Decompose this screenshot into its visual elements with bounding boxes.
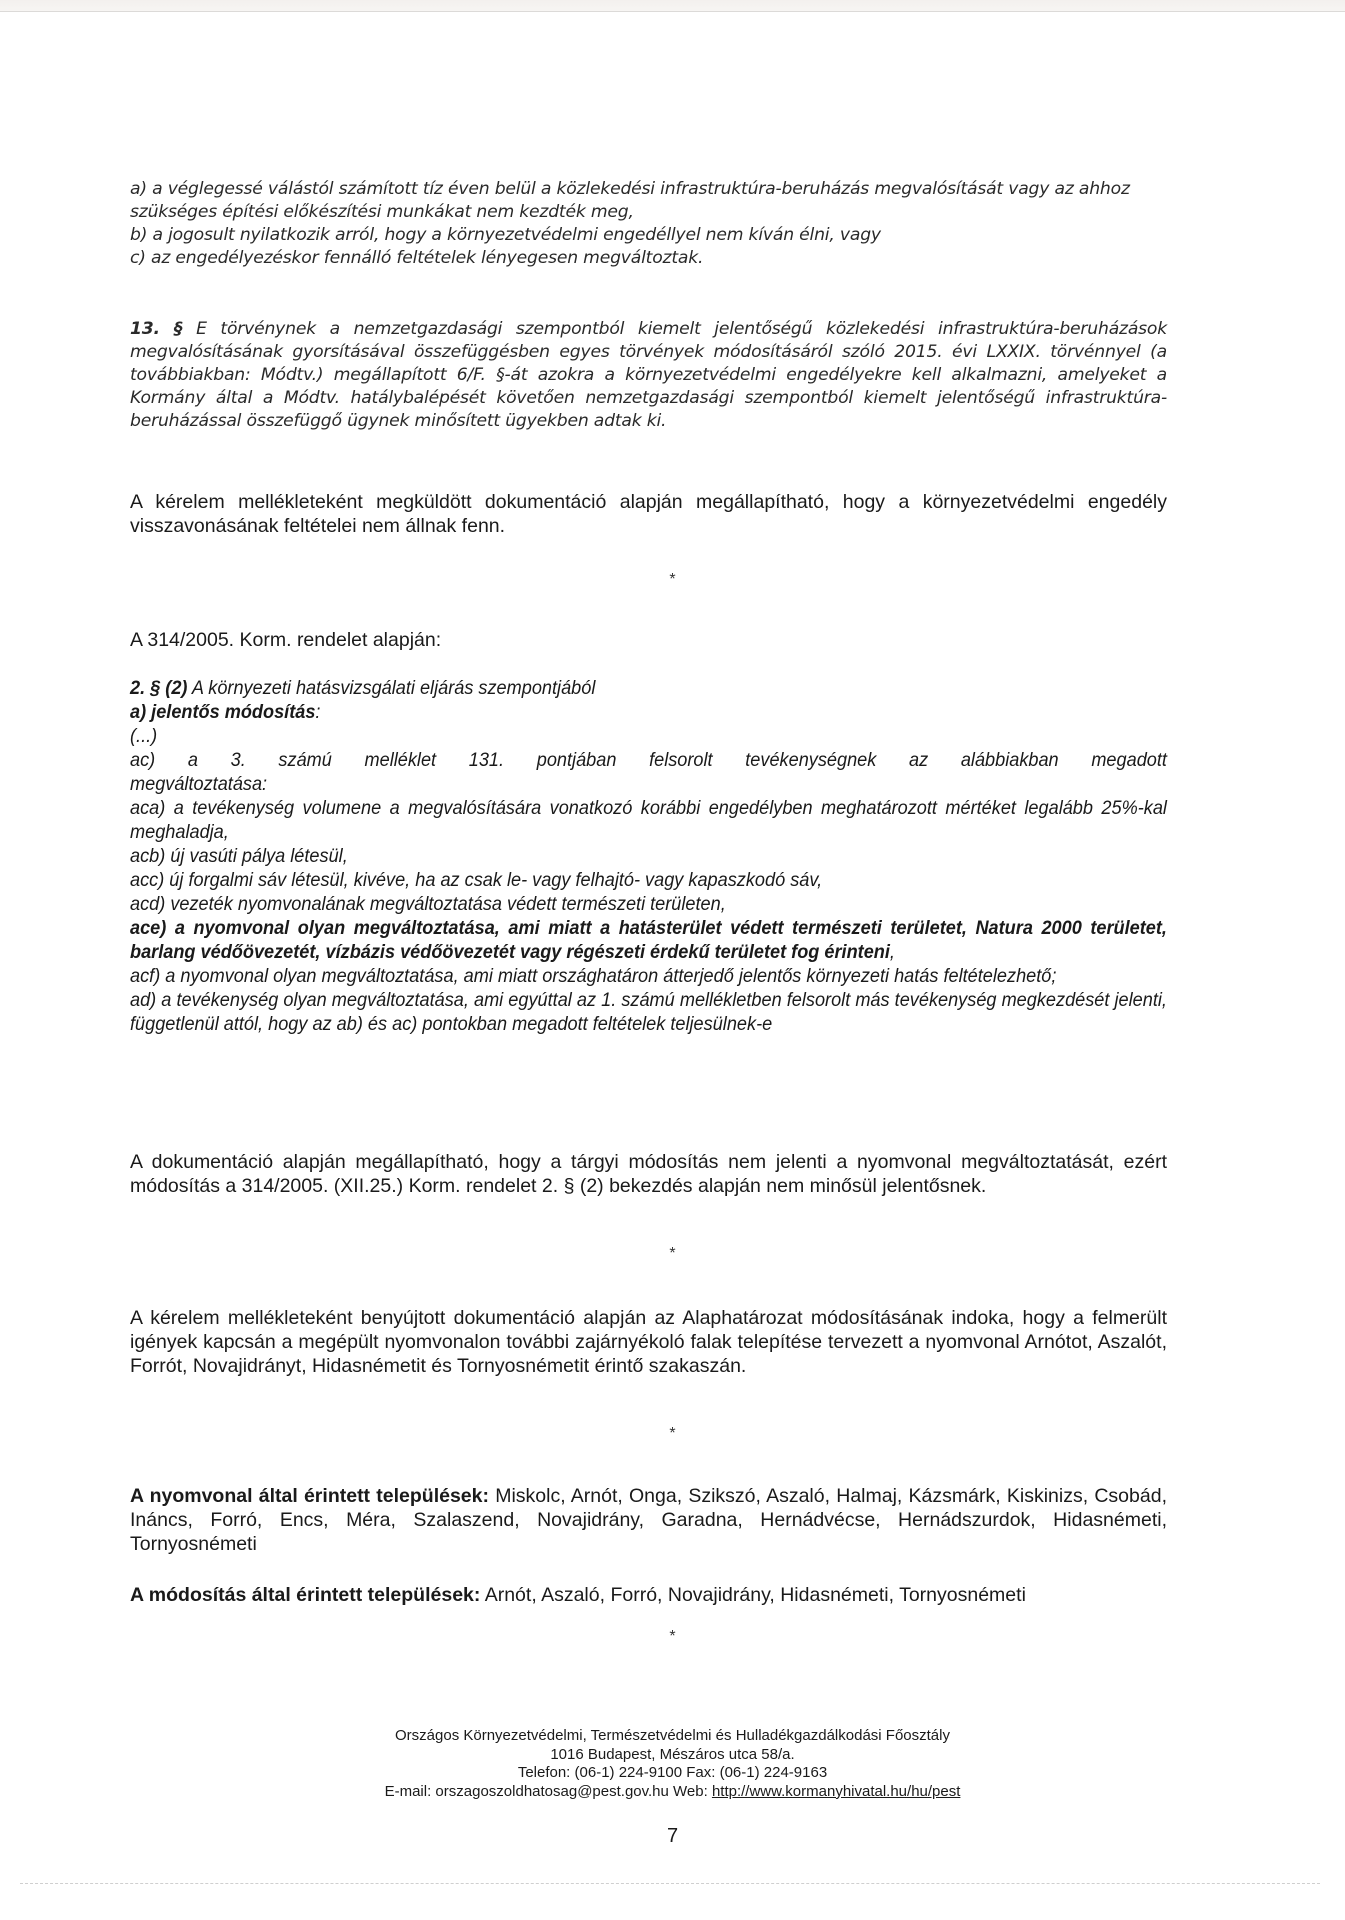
decree-acf: acf) a nyomvonal olyan megváltoztatása, ami miatt országhatáron átterjedő jelentős környezeti hatás feltételezhető;	[130, 965, 1057, 987]
separator-star: *	[669, 1425, 676, 1442]
decree-heading: 2. § (2) A környezeti hatásvizsgálati eljárás szempontjából	[130, 677, 596, 699]
separator-star: *	[669, 1245, 676, 1262]
separator-star: *	[669, 571, 676, 588]
modified-settlements-list: Arnót, Aszaló, Forró, Novajidrány, Hidasnémeti, Tornyosnémeti	[480, 1584, 1026, 1606]
decree-section	[130, 676, 1167, 1036]
decree-acc: acc) új forgalmi sáv létesül, kivéve, ha az csak le- vagy felhajtó- vagy kapaszkodó sáv,	[130, 869, 823, 891]
modified-settlements-label: A módosítás által érintett települések:	[130, 1584, 481, 1606]
condition-a: a) a véglegessé válástól számított tíz éven belül a közlekedési infrastruktúra-beruházás megvalósítását vagy az ahhoz szükséges építési előkészítési munkákat nem kezdték meg,	[130, 179, 1130, 222]
page-number: 7	[666, 1825, 679, 1847]
route-settlements-label: A nyomvonal által érintett települések:	[130, 1485, 489, 1507]
page-footer	[0, 1727, 1345, 1801]
section-13-text: E törvénynek a nemzetgazdasági szempontból kiemelt jelentőségű közlekedési infrastruktúra-beruházások megvalósításának gyorsításával összefüggésben egyes törvények módosításáról szóló 2015. évi LXXIX. törvénnyel (a továbbiakban: Módtv.) megállapított 6/F. §-át azokra a környezetvédelmi engedélyekre kell alkalmazni, amelyeket a Kormány által a Módtv. hatálybalépését követően nemzetgazdasági szempontból kiemelt jelentőségű infrastruktúra-beruházással összefüggő ügynek minősített ügyekben adtak ki.	[130, 319, 1167, 431]
footer-organization: Országos Környezetvédelmi, Természetvédelmi és Hulladékgazdálkodási Főosztály	[395, 1727, 950, 1744]
decree-acd: acd) vezeték nyomvonalának megváltoztatása védett természeti területen,	[130, 893, 726, 915]
decree-intro-text: A 314/2005. Korm. rendelet alapján:	[130, 629, 442, 651]
decree-ellipsis: (...)	[130, 725, 158, 747]
footer-address: 1016 Budapest, Mészáros utca 58/a.	[550, 1745, 795, 1763]
separator-star: *	[669, 1628, 676, 1645]
finding-2-text: A dokumentáció alapján megállapítható, hogy a tárgyi módosítás nem jelenti a nyomvonal megváltoztatását, ezért módosítás a 314/2005. (XII.25.) Korm. rendelet 2. § (2) bekezdés alapján nem minősül jelentősnek.	[130, 1151, 1167, 1197]
decree-ad: ad) a tevékenység olyan megváltoztatása, ami egyúttal az 1. számú mellékletben felsorolt más tevékenység megkezdését jelenti, függetlenül attól, hogy az ab) és ac) pontokban megadott feltételek teljesülnek-e	[130, 989, 1167, 1035]
section-13	[130, 318, 1167, 433]
footer-web-link[interactable]: http://www.kormanyhivatal.hu/hu/pest	[711, 1782, 961, 1800]
footer-email: E-mail: orszagoszoldhatosag@pest.gov.hu Web:	[384, 1782, 712, 1800]
decree-ace: ace) a nyomvonal olyan megváltoztatása, ami miatt a hatásterület védett természeti területet, Natura 2000 területet, barlang védőövezetét, vízbázis védőövezetét vagy régészeti érdekű területet fog érinteni,	[130, 917, 1167, 963]
condition-c: c) az engedélyezéskor fennálló feltételek lényegesen megváltoztak.	[130, 248, 704, 268]
modification-reason-text: A kérelem mellékleteként benyújtott dokumentáció alapján az Alaphatározat módosításának indoka, hogy a felmerült igények kapcsán a megépült nyomvonalon további zajárnyékoló falak telepítése tervezett a nyomvonal Arnótot, Aszalót, Forrót, Novajidrányt, Hidasnémetit és Tornyosnémetit érintő szakaszán.	[130, 1307, 1167, 1377]
decree-aca: aca) a tevékenység volumene a megvalósítására vonatkozó korábbi engedélyben meghatározott mértéket legalább 25%-kal meghaladja,	[130, 797, 1167, 843]
finding-2	[130, 1150, 1167, 1198]
scan-edge-bottom	[20, 1883, 1320, 1884]
decree-ac: ac) a 3. számú melléklet 131. pontjában felsorolt tevékenységnek az alábbiakban megadott megváltoztatása:	[130, 749, 1167, 795]
finding-1-text: A kérelem mellékleteként megküldött dokumentáció alapján megállapítható, hogy a környezetvédelmi engedély visszavonásának feltételei nem állnak fenn.	[130, 491, 1167, 537]
section-13-number: 13. §	[130, 319, 183, 339]
finding-1	[130, 490, 1167, 538]
decree-acb: acb) új vasúti pálya létesül,	[130, 845, 348, 867]
footer-contact	[0, 1783, 1345, 1802]
decree-intro	[130, 628, 1167, 652]
modified-settlements	[130, 1583, 1167, 1607]
conditions-list	[130, 178, 1167, 270]
scan-edge-top	[0, 0, 1345, 12]
route-settlements-list: Miskolc, Arnót, Onga, Szikszó, Aszaló, Halmaj, Kázsmárk, Kiskinizs, Csobád, Ináncs, Forró, Encs, Méra, Szalaszend, Novajidrány, Garadna, Hernádvécse, Hernádszurdok, Hidasnémeti, Tornyosnémeti	[130, 1485, 1167, 1555]
condition-b: b) a jogosult nyilatkozik arról, hogy a környezetvédelmi engedéllyel nem kíván élni, vagy	[130, 225, 881, 245]
decree-sub-a: a) jelentős módosítás:	[130, 701, 321, 723]
modification-reason	[130, 1306, 1167, 1378]
footer-phone: Telefon: (06-1) 224-9100 Fax: (06-1) 224-9163	[517, 1764, 828, 1781]
route-settlements	[130, 1484, 1167, 1556]
